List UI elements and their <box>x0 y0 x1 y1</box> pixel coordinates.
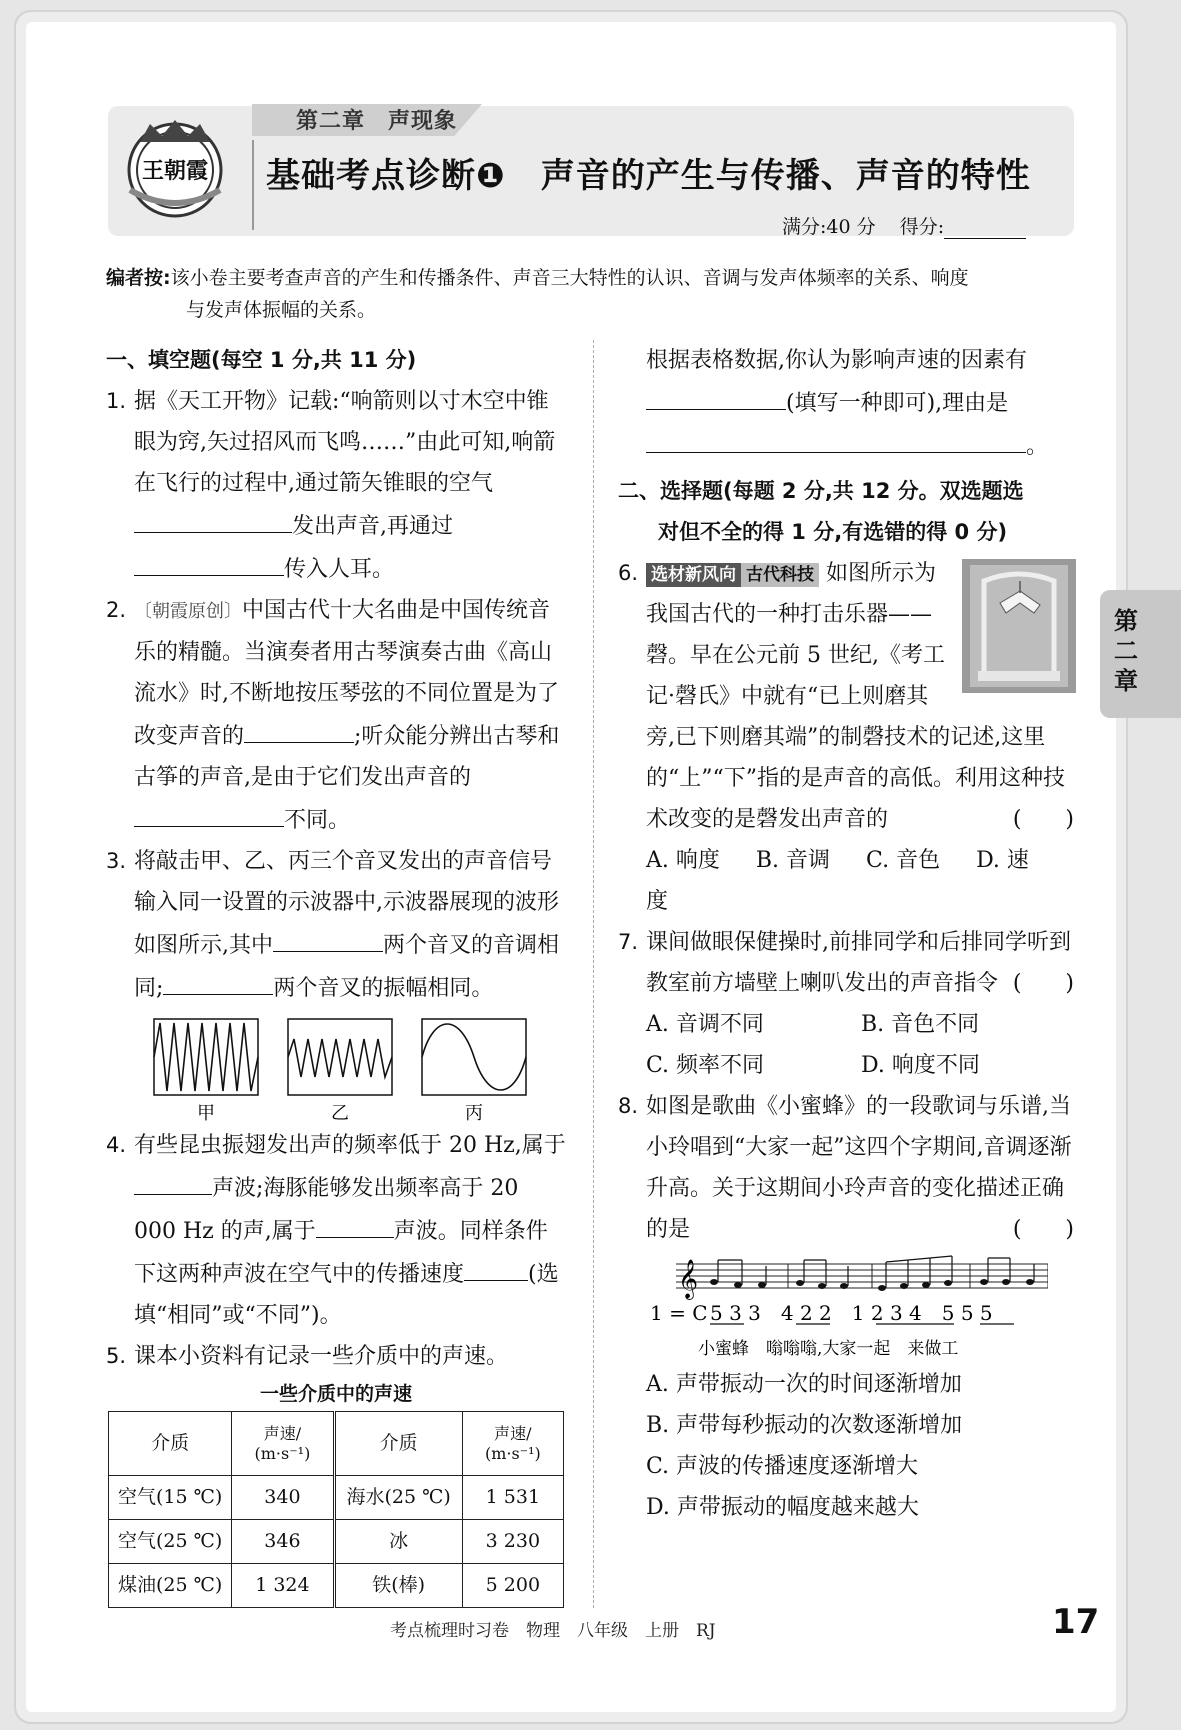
question-number: 6. <box>618 561 639 585</box>
table-row <box>109 1476 564 1520</box>
question-text: 有些昆虫振翅发出声的频率低于 20 Hz,属于 <box>134 1133 566 1158</box>
question-text: 如图是歌曲《小蜜蜂》的一段歌词与乐谱,当小玲唱到“大家一起”这四个字期间,音调逐渐升高。关于这期间小玲声音的变化描述正确的是 <box>646 1094 1072 1242</box>
question-text: 声波。同样条件下这两种声波在空气中的传播速度 <box>134 1219 548 1287</box>
header-cell: 声速/ (m·s⁻¹) <box>462 1412 563 1476</box>
option-a[interactable]: A. 响度 <box>646 848 720 873</box>
option-b[interactable]: B. 声带每秒振动的次数逐渐增加 <box>646 1413 963 1438</box>
table-cell: 空气(15 ℃) <box>109 1476 232 1520</box>
header-cell: 声速/ (m·s⁻¹) <box>232 1412 334 1476</box>
editor-note-label: 编者按: <box>106 267 171 289</box>
answer-bracket[interactable]: ( ) <box>1012 971 1074 996</box>
answer-blank[interactable] <box>163 966 273 995</box>
question-6 <box>618 553 1076 922</box>
table-cell: 346 <box>232 1520 334 1564</box>
editor-note-line2: 与发声体振幅的关系。 <box>186 299 377 321</box>
question-text: 声波;海豚能够发出频率高于 20 000 Hz 的声,属于 <box>134 1176 519 1244</box>
editor-note-line1: 该小卷主要考查声音的产生和传播条件、声音三大特性的认识、音调与发声体频率的关系、响度 <box>170 267 969 289</box>
table-title: 一些介质中的声速 <box>259 1383 412 1405</box>
chapter-title: 第二章 声现象 <box>296 109 458 134</box>
score-blank[interactable] <box>944 218 1026 239</box>
table-cell: 1 531 <box>462 1476 563 1520</box>
option-c[interactable]: C. 音色 <box>866 848 941 873</box>
answer-blank[interactable] <box>464 1252 528 1281</box>
svg-text:5 3 3 4 2 2 1 2 3 4 5 5 5: 5 3 3 4 2 2 1 2 3 4 5 5 5 <box>710 1301 993 1325</box>
answer-bracket[interactable]: ( ) <box>1012 1217 1074 1242</box>
publisher-logo <box>120 112 230 222</box>
page-title: 基础考点诊断❶ 声音的产生与传播、声音的特性 <box>266 156 1031 196</box>
score-full: 满分:40 分 <box>782 216 876 238</box>
options-row <box>646 1045 1076 1086</box>
answer-blank[interactable] <box>646 424 1026 453</box>
table-cell: 空气(25 ℃) <box>109 1520 232 1564</box>
header-divider <box>252 140 254 230</box>
option-d[interactable]: D. 响度不同 <box>861 1053 980 1078</box>
svg-text:丙: 丙 <box>465 1103 483 1124</box>
question-number: 5. <box>106 1344 127 1368</box>
question-number: 8. <box>618 1094 639 1118</box>
oscilloscope-waveforms <box>134 1015 534 1125</box>
question-number: 2. <box>106 598 127 622</box>
music-score <box>648 1254 1048 1364</box>
answer-blank[interactable] <box>134 547 284 576</box>
option-c[interactable]: C. 声波的传播速度逐渐增大 <box>646 1454 919 1479</box>
svg-text:小蜜蜂 嗡嗡嗡,大家一起 来做工: 小蜜蜂 嗡嗡嗡,大家一起 来做工 <box>698 1339 959 1359</box>
question-text: 课本小资料有记录一些介质中的声速。 <box>134 1344 509 1369</box>
question-text: 中国古代十大名曲是中国传统音乐的精髓。当演奏者用古琴演奏古曲《高山流水》时,不断地按压琴弦的不同位置是为了改变声音的 <box>134 598 559 749</box>
option-a[interactable]: A. 声带振动一次的时间逐渐增加 <box>646 1372 962 1397</box>
right-column <box>618 340 1076 1528</box>
header-cell: 介质 <box>109 1412 232 1476</box>
question-5 <box>106 1336 566 1377</box>
column-divider <box>593 340 594 1608</box>
question-number: 1. <box>106 389 127 413</box>
question-3 <box>106 841 566 1125</box>
page-footer: 考点梳理时习卷 物理 八年级 上册 RJ <box>390 1621 716 1641</box>
option-c[interactable]: C. 频率不同 <box>646 1053 765 1078</box>
original-tag: 〔朝霞原创〕 <box>134 601 242 622</box>
option-a[interactable]: A. 音调不同 <box>646 1012 764 1037</box>
table-cell: 3 230 <box>462 1520 563 1564</box>
option-b[interactable]: B. 音色不同 <box>861 1012 980 1037</box>
page-number: 17 <box>1052 1602 1100 1642</box>
header-cell: 介质 <box>334 1412 462 1476</box>
option-d[interactable]: D. 速度 <box>646 848 1029 914</box>
options-row <box>646 1004 1076 1045</box>
tag-new-trend: 选材新风向 <box>646 563 741 587</box>
question-text: 。 <box>1026 434 1049 459</box>
sound-speed-table <box>108 1411 564 1608</box>
answer-bracket[interactable]: ( ) <box>1012 807 1074 832</box>
answer-blank[interactable] <box>134 798 284 827</box>
question-4 <box>106 1125 566 1336</box>
section-fill-blank: 一、填空题(每空 1 分,共 11 分) <box>106 348 417 372</box>
left-column <box>106 340 566 1608</box>
question-text: 传入人耳。 <box>284 557 395 582</box>
svg-text:王朝霞: 王朝霞 <box>141 158 209 184</box>
question-7 <box>618 922 1076 1086</box>
waveform-yi <box>288 1039 392 1077</box>
question-text: 发出声音,再通过 <box>292 514 453 539</box>
option-b[interactable]: B. 音调 <box>755 848 831 873</box>
svg-text:乙: 乙 <box>331 1103 349 1124</box>
question-text: 不同。 <box>284 808 351 833</box>
question-text: ;听众能分辨出古琴和古筝的声音,是由于它们发出声音的 <box>134 724 560 790</box>
question-5-continued <box>618 340 1076 467</box>
section-choice-line1: 二、选择题(每题 2 分,共 12 分。双选题选 <box>618 479 1024 503</box>
chapter-side-label: 第二章 <box>1114 607 1138 695</box>
options <box>646 840 1076 922</box>
question-text: 据《天工开物》记载:“响箭则以寸木空中锥眼为窍,矢过招风而飞鸣……”由此可知,响箭在飞行的过程中,通过箭矢锥眼的空气 <box>134 389 556 496</box>
option-d[interactable]: D. 声带振动的幅度越来越大 <box>646 1495 919 1520</box>
section-choice <box>618 471 1076 553</box>
question-number: 3. <box>106 849 127 873</box>
question-8 <box>618 1086 1076 1528</box>
chime-stone-image <box>962 559 1076 693</box>
table-cell: 煤油(25 ℃) <box>109 1564 232 1608</box>
editor-note <box>106 262 1082 326</box>
question-1 <box>106 381 566 590</box>
svg-text:1 = C: 1 = C <box>650 1301 708 1325</box>
table-row <box>109 1564 564 1608</box>
table-row <box>109 1520 564 1564</box>
answer-blank[interactable] <box>134 1166 212 1195</box>
answer-blank[interactable] <box>316 1209 394 1238</box>
score-label: 得分: <box>899 216 945 238</box>
tag-ancient-tech: 古代科技 <box>741 563 819 587</box>
score-line <box>782 212 1026 239</box>
question-text: 将敲击甲、乙、丙三个音叉发出的声音信号输入同一设置的示波器中,示波器展现的波形如图所示,其中 <box>134 849 559 958</box>
question-text: (填写一种即可),理由是 <box>786 391 1009 416</box>
answer-blank[interactable] <box>134 504 292 533</box>
waveform-bing <box>422 1024 526 1090</box>
question-number: 7. <box>618 930 639 954</box>
waveform-jia <box>154 1023 258 1091</box>
table-cell: 5 200 <box>462 1564 563 1608</box>
svg-text:𝄞: 𝄞 <box>678 1259 699 1299</box>
answer-blank[interactable] <box>646 381 786 410</box>
table-header-row <box>109 1412 564 1476</box>
question-2 <box>106 590 566 841</box>
question-text: 根据表格数据,你认为影响声速的因素有 <box>646 348 1027 373</box>
question-number: 4. <box>106 1133 127 1157</box>
question-text: 两个音叉的音调相同; <box>134 933 560 1001</box>
table-cell: 冰 <box>334 1520 462 1564</box>
table-cell: 340 <box>232 1476 334 1520</box>
answer-blank[interactable] <box>273 923 383 952</box>
question-text: 如图所示为我国古代的一种打击乐器——磬。早在公元前 5 世纪,《考工记·磬氏》中就有“已上则磨其旁,已下则磨其端”的制磬技术的记述,这里的“上”“下”指的是声音的高低。利用这种技术改变的是磬发出声音的 <box>646 561 1065 832</box>
table-cell: 铁(棒) <box>334 1564 462 1608</box>
question-text: 课间做眼保健操时,前排同学和后排同学听到教室前方墙壁上喇叭发出的声音指令 <box>646 930 1071 996</box>
svg-text:甲: 甲 <box>197 1103 215 1124</box>
table-cell: 海水(25 ℃) <box>334 1476 462 1520</box>
answer-blank[interactable] <box>244 714 354 743</box>
table-cell: 1 324 <box>232 1564 334 1608</box>
question-text: (选填“相同”或“不同”)。 <box>134 1262 559 1328</box>
question-text: 两个音叉的振幅相同。 <box>273 976 494 1001</box>
section-choice-line2: 对但不全的得 1 分,有选错的得 0 分) <box>658 520 1008 544</box>
